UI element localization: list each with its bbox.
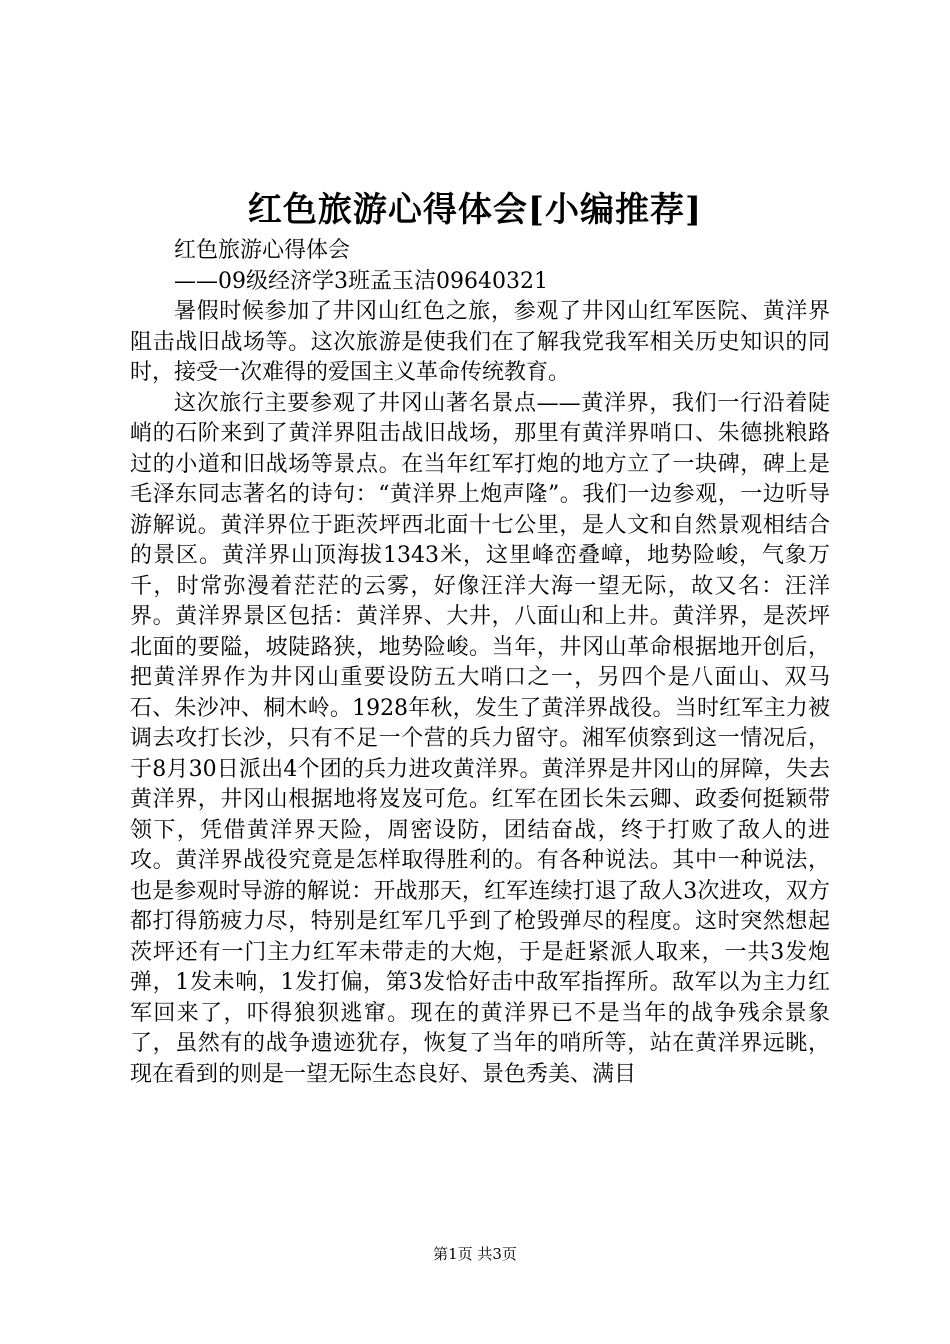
page-footer: 第1页 共3页 bbox=[433, 1245, 517, 1263]
paragraph: 这次旅行主要参观了井冈山著名景点——黄洋界，我们一行沿着陡峭的石阶来到了黄洋界阻击战旧战场，那里有黄洋界哨口、朱德挑粮路过的小道和旧战场等景点。在当年红军打炮的地方立了一块碑，碑上是毛泽东同志著名的诗句：“黄洋界上炮声隆”。我们一边参观，一边听导游解说。黄洋界位于距茨坪西北面十七公里，是人文和自然景观相结合的景区。黄洋界山顶海拔1343米，这里峰峦叠嶂，地势险峻，气象万千，时常弥漫着茫茫的云雾，好像汪洋大海一望无际，故又名：汪洋界。黄洋界景区包括：黄洋界、大井，八面山和上井。黄洋界，是茨坪北面的要隘，坡陡路狭，地势险峻。当年，井冈山革命根据地开创后，把黄洋界作为井冈山重要设防五大哨口之一，另四个是八面山、双马石、朱沙冲、桐木岭。1928年秋，发生了黄洋界战役。当时红军主力被调去攻打长沙，只有不足一个营的兵力留守。湘军侦察到这一情况后，于8月30日派出4个团的兵力进攻黄洋界。黄洋界是井冈山的屏障，失去黄洋界，井冈山根据地将岌岌可危。红军在团长朱云卿、政委何挺颖带领下，凭借黄洋界天险，周密设防，团结奋战，终于打败了敌人的进攻。黄洋界战役究竟是怎样取得胜利的。有各种说法。其中一种说法，也是参观时导游的解说：开战那天，红军连续打退了敌人3次进攻，双方都打得筋疲力尽，特别是红军几乎到了枪毁弹尽的程度。这时突然想起茨坪还有一门主力红军未带走的大炮，于是赶紧派人取来，一共3发炮弹，1发未响，1发打偏，第3发恰好击中敌军指挥所。敌军以为主力红军回来了，吓得狼狈逃窜。现在的黄洋界已不是当年的战争残余景象了，虽然有的战争遗迹犹存，恢复了当年的哨所等，站在黄洋界远眺，现在看到的则是一望无际生态良好、景色秀美、满目 bbox=[130, 390, 830, 1087]
document-title: 红色旅游心得体会[小编推荐] bbox=[247, 190, 703, 230]
author-line: ——09级经济学3班孟玉洁09640321 bbox=[174, 268, 548, 294]
paragraph: 暑假时候参加了井冈山红色之旅，参观了井冈山红军医院、黄洋界阻击战旧战场等。这次旅游是使我们在了解我党我军相关历史知识的同时，接受一次难得的爱国主义革命传统教育。 bbox=[130, 299, 830, 385]
subtitle-line: 红色旅游心得体会 bbox=[174, 238, 351, 263]
document-body bbox=[130, 236, 830, 1090]
